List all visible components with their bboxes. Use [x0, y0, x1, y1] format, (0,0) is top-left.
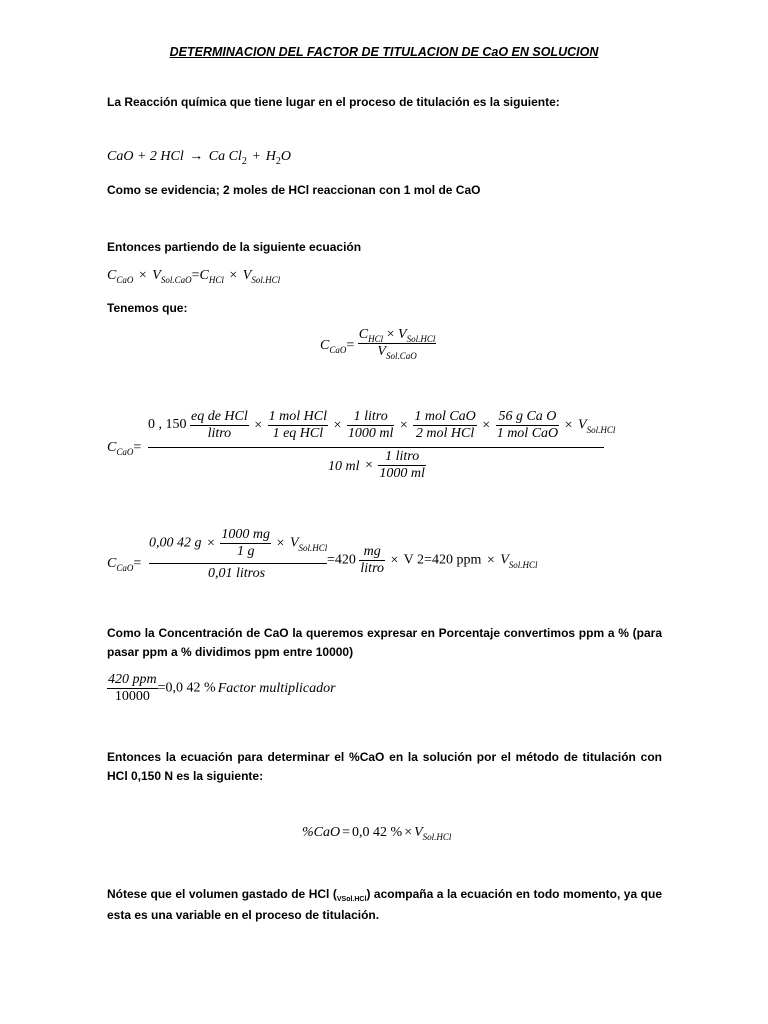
equation-4-denominator — [208, 566, 265, 582]
eq3-den-num: 1 litro — [385, 449, 420, 464]
note-paragraph — [107, 885, 662, 925]
eq5-equals: = — [157, 680, 166, 696]
reaction-plus: + — [252, 149, 261, 164]
eq1-v2: V — [242, 268, 252, 283]
eq2-times: × — [386, 327, 395, 342]
eq4-main-fraction-bar — [149, 563, 327, 564]
eq4-v2: V 2 — [403, 552, 425, 568]
eq1-v-sub: Sol.CaO — [160, 275, 192, 285]
eq5-den: 10000 — [107, 688, 158, 705]
eq4-coef: 0,00 42 g — [149, 535, 202, 551]
eq3-den-times: × — [365, 457, 373, 473]
equation-3-numerator — [148, 409, 615, 442]
document-title: DETERMINACION DEL FACTOR DE TITULACION DE CaO EN SOLUCION — [169, 45, 599, 59]
equation-3-lhs — [107, 440, 141, 456]
eq3-f5-den: 1 mol CaO — [496, 426, 559, 441]
equation-6 — [302, 825, 451, 841]
conversion-paragraph: Como la Concentración de CaO la queremos expresar en Porcentaje convertimos ppm a % (para pasar ppm a % dividimos ppm entre 10000) — [107, 626, 662, 659]
eq4-times-1: × — [207, 535, 215, 551]
equation-5 — [107, 672, 336, 705]
equation-4-numerator — [149, 527, 327, 560]
eq6-v-sub: Sol.HCl — [422, 832, 452, 842]
eq2-equals: = — [346, 337, 355, 353]
eq4-g-den: 1 g — [236, 544, 255, 559]
eq3-f5-num: 56 g Ca O — [498, 409, 557, 424]
equation-3-denominator — [328, 449, 426, 482]
eq5-text: Factor multiplicador — [217, 680, 336, 696]
eq4-u-num: mg — [363, 544, 381, 559]
equation-1 — [107, 268, 280, 284]
eq1-times: × — [138, 268, 147, 283]
eq3-frac-2 — [268, 409, 328, 442]
eq3-frac-3 — [347, 409, 395, 442]
eq3-f1-den: litro — [207, 426, 232, 441]
eq4-res2: 420 ppm — [431, 552, 482, 568]
eq3-frac-1 — [190, 409, 249, 442]
eq3-den-coef: 10 ml — [328, 458, 360, 474]
eq3-v: V — [578, 417, 587, 433]
eq6-equals: = — [342, 825, 351, 840]
reaction-arrow: → — [189, 149, 204, 164]
final-intro-paragraph: Entonces la ecuación para determinar el %CaO en la solución por el método de titulación con HCl 0,150 N es la siguiente: — [107, 750, 662, 783]
eq3-times-1: × — [254, 417, 263, 433]
eq3-den-frac — [378, 449, 426, 482]
eq2-lhs: C — [320, 337, 330, 353]
eq4-lhs-sub: CaO — [116, 563, 134, 573]
eq6-v: V — [414, 825, 423, 840]
eq6-times: × — [404, 825, 413, 840]
eq1-c-sub: CaO — [116, 275, 134, 285]
note-part-2: ) acompaña a la ecuación en todo momento, ya que esta es una variable en el proceso de titulación. — [107, 887, 662, 922]
eq3-equals: = — [133, 440, 142, 455]
reaction-rhs2-tail: O — [280, 149, 291, 164]
eq4-den: 0,01 litros — [208, 566, 266, 581]
eq3-den-den: 1000 ml — [379, 466, 425, 481]
eq2-fraction — [358, 327, 437, 360]
note-subscript: VSol.HCl — [336, 896, 367, 903]
tenemos-label: Tenemos que: — [107, 301, 188, 315]
eq3-f4-den: 2 mol HCl — [415, 426, 475, 441]
reaction-equation — [107, 149, 291, 166]
eq4-u-den: litro — [360, 561, 385, 576]
reaction-rhs1-sub: 2 — [241, 156, 247, 167]
reaction-lhs: CaO + 2 HCl — [107, 149, 184, 164]
eq4-v: V — [289, 535, 299, 551]
eq2-num-v-sub: Sol.HCl — [406, 334, 436, 344]
eq4-times-2: × — [276, 535, 285, 551]
equation-2 — [320, 327, 436, 360]
eq3-times-2: × — [333, 417, 342, 433]
eq3-main-fraction-bar — [148, 447, 604, 448]
eq3-f2-num: 1 mol HCl — [268, 409, 328, 424]
eq2-num-c: C — [358, 327, 369, 342]
eq4-equals: = — [133, 556, 142, 571]
eq4-times-3: × — [390, 552, 399, 568]
eq4-g-num: 1000 mg — [221, 527, 271, 542]
evidence-paragraph: Como se evidencia; 2 moles de HCl reaccionan con 1 mol de CaO — [107, 183, 481, 197]
eq4-v3: V — [500, 552, 509, 568]
eq5-res: 0,0 42 % — [165, 680, 216, 696]
eq4-v-sub: Sol.HCl — [298, 542, 328, 553]
eq1-c2-sub: HCl — [208, 275, 224, 285]
eq4-res: 420 — [334, 552, 356, 568]
equation-4-lhs — [107, 556, 141, 572]
eq3-coef: 0 , 150 — [148, 416, 187, 432]
eq5-num: 420 ppm — [108, 672, 157, 687]
eq2-den-v-sub: Sol.CaO — [385, 351, 417, 361]
eq3-f4-num: 1 mol CaO — [414, 409, 476, 424]
eq3-v-sub: Sol.HCl — [586, 424, 616, 435]
eq3-frac-4 — [413, 409, 476, 442]
eq1-c: C — [107, 268, 117, 283]
eq1-times-2: × — [229, 268, 238, 283]
eq3-f2-den: 1 eq HCl — [272, 426, 324, 441]
eq2-num-v: V — [398, 327, 407, 342]
eq3-f3-num: 1 litro — [353, 409, 388, 424]
reaction-rhs1: Ca Cl — [208, 149, 242, 164]
eq6-res: 0,0 42 % — [352, 825, 403, 840]
eq6-lhs: %CaO — [302, 825, 341, 840]
eq3-times-5: × — [564, 417, 573, 433]
eq3-frac-5 — [496, 409, 559, 442]
eq4-lhs: C — [107, 556, 117, 571]
eq1-c2: C — [199, 268, 209, 283]
eq3-lhs-sub: CaO — [116, 447, 134, 457]
equation-4-result — [327, 544, 538, 577]
reaction-rhs2-sub: 2 — [275, 156, 281, 167]
eq3-times-4: × — [482, 417, 491, 433]
eq1-v2-sub: Sol.HCl — [251, 275, 281, 285]
note-part-1: Nótese que el volumen gastado de HCl ( — [107, 887, 337, 901]
eq4-frac-unit — [359, 544, 385, 577]
eq3-lhs: C — [107, 440, 117, 455]
intro-paragraph: La Reacción química que tiene lugar en el proceso de titulación es la siguiente: — [107, 95, 560, 109]
eq2-lhs-sub: CaO — [329, 344, 347, 355]
starting-paragraph: Entonces partiendo de la siguiente ecuación — [107, 240, 362, 254]
eq1-equals: = — [191, 268, 200, 283]
eq4-frac-mg — [220, 527, 271, 560]
reaction-rhs2: H — [265, 149, 276, 164]
eq1-v: V — [152, 268, 161, 283]
eq3-f1-num: eq de HCl — [191, 409, 248, 424]
eq3-f3-den: 1000 ml — [347, 426, 394, 441]
eq4-times-4: × — [486, 552, 495, 568]
eq4-equals-3: = — [424, 552, 432, 568]
eq5-fraction — [107, 672, 158, 705]
eq4-equals-2: = — [327, 552, 335, 568]
eq4-v3-sub: Sol.HCl — [508, 559, 538, 570]
eq2-num-c-sub: HCl — [368, 334, 384, 344]
eq3-times-3: × — [399, 417, 408, 433]
eq2-den-v: V — [377, 344, 386, 359]
